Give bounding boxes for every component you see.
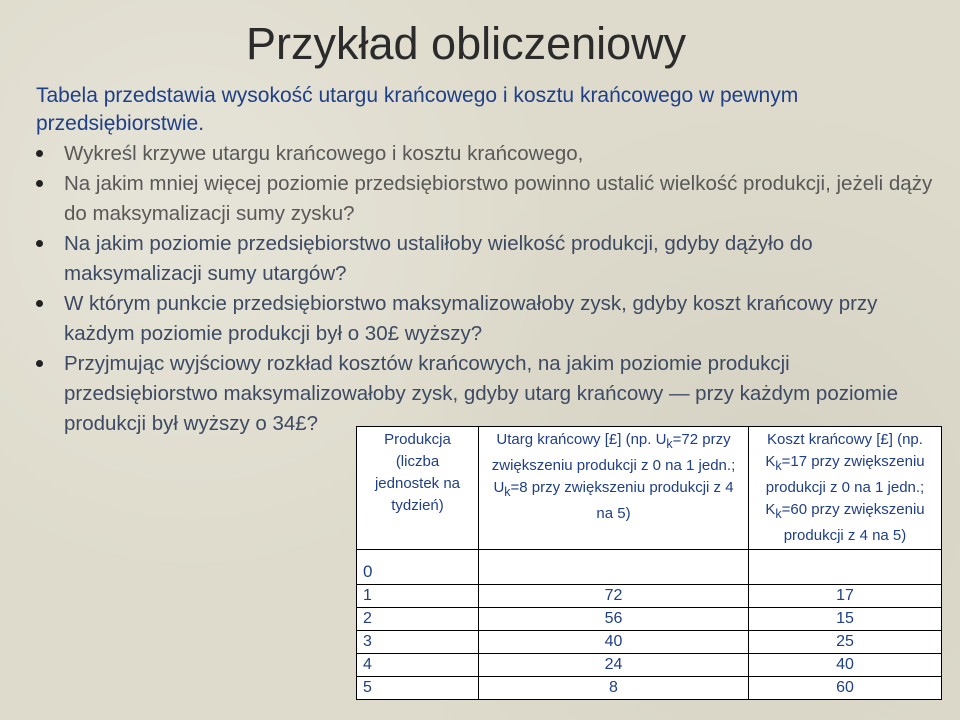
cell-production: 4 [357, 654, 479, 677]
header-marginal-revenue: Utarg krańcowy [£] (np. $U_k=72$ przy zwiększeniu produkcji z 0 na 1 jedn.; $U_k=8$ przy zwiększeniu produkcji z 4 na 5) [479, 427, 749, 550]
cell-revenue: 8 [479, 677, 749, 700]
cell-revenue: 56 [479, 608, 749, 631]
cell-cost: 15 [749, 608, 942, 631]
question-item: Wykreśl krzywe utargu krańcowego i kosztu krańcowego, [36, 139, 936, 169]
cell-cost: 40 [749, 654, 942, 677]
header-marginal-cost: Koszt krańcowy [£] (np. $K_k=17$ przy zwiększeniu produkcji z 0 na 1 jedn.; $K_k=60$ przy zwiększeniu produkcji z 4 na 5) [749, 427, 942, 550]
cell-revenue: 40 [479, 631, 749, 654]
table-row [357, 585, 942, 608]
table-row [357, 654, 942, 677]
question-item: Na jakim mniej więcej poziomie przedsiębiorstwo powinno ustalić wielkość produkcji, jeżeli dąży do maksymalizacji sumy zysku? [36, 169, 936, 229]
cell-cost: 25 [749, 631, 942, 654]
question-item: W którym punkcie przedsiębiorstwo maksymalizowałoby zysk, gdyby koszt krańcowy przy każdym poziomie produkcji był o 30£ wyższy? [36, 289, 936, 349]
cell-production: 3 [357, 631, 479, 654]
question-list [36, 139, 936, 439]
cell-revenue [479, 550, 749, 585]
cell-production: 0 [357, 550, 479, 585]
table-header-row [357, 427, 942, 550]
cell-production: 5 [357, 677, 479, 700]
cell-cost: 17 [749, 585, 942, 608]
table-row [357, 631, 942, 654]
slide-title: Przykład obliczeniowy [246, 18, 687, 69]
cell-production: 1 [357, 585, 479, 608]
header-production: Produkcja (liczba jednostek na tydzień) [357, 427, 479, 550]
intro-text: Tabela przedstawia wysokość utargu krańcowego i kosztu krańcowego w pewnym przedsiębiorstwie. [36, 84, 799, 135]
table-row [357, 550, 942, 585]
cell-revenue: 24 [479, 654, 749, 677]
table-row [357, 608, 942, 631]
question-item: Przyjmując wyjściowy rozkład kosztów krańcowych, na jakim poziomie produkcji przedsiębiorstwo maksymalizowałoby zysk, gdyby utarg krańcowy — przy każdym poziomie produkcji był wyższy o 34£? [36, 349, 936, 439]
table-row [357, 677, 942, 700]
cell-production: 2 [357, 608, 479, 631]
cell-cost [749, 550, 942, 585]
marginal-data-table [356, 426, 942, 700]
cell-revenue: 72 [479, 585, 749, 608]
question-item: Na jakim poziomie przedsiębiorstwo ustaliłoby wielkość produkcji, gdyby dążyło do maksymalizacji sumy utargów? [36, 229, 936, 289]
cell-cost: 60 [749, 677, 942, 700]
